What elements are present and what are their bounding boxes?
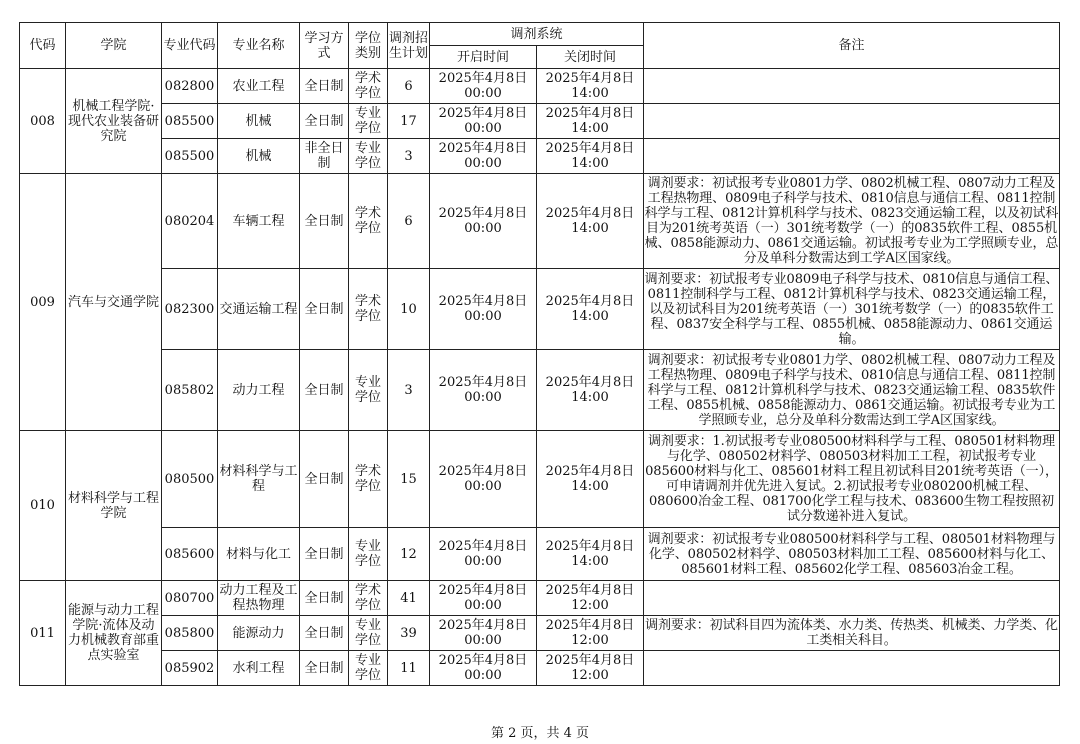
remark: 调剂要求：初试报考专业0801力学、0802机械工程、0807动力工程及工程热物理、0809电子科学与技术、0810信息与通信工程、0811控制科学与工程、0812计算机科学与技术、0823交通运输工程，以及初试科目为201统考英语（一）301统考数学（一）的0835软件工程、0855机械、0858能源动力、0861交通运输。初试报考专业为工学照顾专业，总分及单科分数需达到工学A区国家线。 (644, 174, 1060, 269)
close-time: 2025年4月8日 14:00 (537, 139, 644, 174)
plan-count: 39 (388, 616, 430, 651)
degree-type: 学术学位 (349, 269, 388, 350)
college-code: 008 (20, 69, 66, 174)
close-time: 2025年4月8日 12:00 (537, 616, 644, 651)
table-row (20, 431, 1060, 528)
major-code: 085500 (162, 139, 218, 174)
major-name: 水利工程 (218, 651, 300, 686)
remark (644, 139, 1060, 174)
remark (644, 581, 1060, 616)
study-mode: 全日制 (300, 104, 349, 139)
remark (644, 104, 1060, 139)
major-code: 080204 (162, 174, 218, 269)
close-time: 2025年4月8日 14:00 (537, 69, 644, 104)
remark: 调剂要求：初试科目四为流体类、水力类、传热类、机械类、力学类、化工类相关科目。 (644, 616, 1060, 651)
college-code: 009 (20, 174, 66, 431)
major-code: 085500 (162, 104, 218, 139)
major-name: 动力工程及工程热物理 (218, 581, 300, 616)
table-row (20, 651, 1060, 686)
major-name: 车辆工程 (218, 174, 300, 269)
close-time: 2025年4月8日 12:00 (537, 651, 644, 686)
table-row (20, 350, 1060, 431)
header-major-name: 专业名称 (218, 23, 300, 69)
major-name: 交通运输工程 (218, 269, 300, 350)
close-time: 2025年4月8日 14:00 (537, 104, 644, 139)
page-footer: 第 2 页，共 4 页 (490, 726, 590, 741)
header-system: 调剂系统 (430, 23, 644, 46)
study-mode: 全日制 (300, 174, 349, 269)
header-open-time: 开启时间 (430, 46, 537, 69)
degree-type: 专业学位 (349, 104, 388, 139)
header-college: 学院 (66, 23, 162, 69)
degree-type: 学术学位 (349, 69, 388, 104)
study-mode: 全日制 (300, 350, 349, 431)
table-row (20, 104, 1060, 139)
major-code: 085802 (162, 350, 218, 431)
close-time: 2025年4月8日 14:00 (537, 528, 644, 581)
table-row (20, 616, 1060, 651)
study-mode: 全日制 (300, 269, 349, 350)
open-time: 2025年4月8日 00:00 (430, 581, 537, 616)
plan-count: 12 (388, 528, 430, 581)
study-mode: 全日制 (300, 651, 349, 686)
open-time: 2025年4月8日 00:00 (430, 616, 537, 651)
degree-type: 专业学位 (349, 616, 388, 651)
table-row (20, 528, 1060, 581)
table-row (20, 139, 1060, 174)
college-code: 010 (20, 431, 66, 581)
degree-type: 学术学位 (349, 581, 388, 616)
header-close-time: 关闭时间 (537, 46, 644, 69)
college-name: 能源与动力工程学院·流体及动力机械教育部重点实验室 (66, 581, 162, 686)
major-name: 机械 (218, 139, 300, 174)
open-time: 2025年4月8日 00:00 (430, 528, 537, 581)
close-time: 2025年4月8日 12:00 (537, 581, 644, 616)
study-mode: 全日制 (300, 528, 349, 581)
table-row (20, 581, 1060, 616)
remark: 调剂要求：初试报考专业0809电子科学与技术、0810信息与通信工程、0811控制科学与工程、0812计算机科学与技术、0823交通运输工程，以及初试科目为201统考英语（一）301统考数学（一）的0835软件工程、0837安全科学与工程、0855机械、0858能源动力、0861交通运输。 (644, 269, 1060, 350)
major-name: 材料与化工 (218, 528, 300, 581)
major-name: 农业工程 (218, 69, 300, 104)
header-study-mode: 学习方式 (300, 23, 349, 69)
study-mode: 全日制 (300, 581, 349, 616)
major-code: 085600 (162, 528, 218, 581)
plan-count: 3 (388, 139, 430, 174)
open-time: 2025年4月8日 00:00 (430, 104, 537, 139)
college-name: 汽车与交通学院 (66, 174, 162, 431)
remark (644, 651, 1060, 686)
plan-count: 17 (388, 104, 430, 139)
open-time: 2025年4月8日 00:00 (430, 431, 537, 528)
study-mode: 全日制 (300, 69, 349, 104)
degree-type: 专业学位 (349, 528, 388, 581)
remark: 调剂要求：初试报考专业0801力学、0802机械工程、0807动力工程及工程热物理、0809电子科学与技术、0810信息与通信工程、0811控制科学与工程、0812计算机科学与技术、0823交通运输工程、0835软件工程、0855机械、0858能源动力、0861交通运输。初试报考专业为工学照顾专业，总分及单科分数需达到工学A区国家线。 (644, 350, 1060, 431)
plan-count: 10 (388, 269, 430, 350)
degree-type: 学术学位 (349, 431, 388, 528)
study-mode: 非全日制 (300, 139, 349, 174)
header-major-code: 专业代码 (162, 23, 218, 69)
open-time: 2025年4月8日 00:00 (430, 174, 537, 269)
open-time: 2025年4月8日 00:00 (430, 269, 537, 350)
plan-count: 3 (388, 350, 430, 431)
major-name: 能源动力 (218, 616, 300, 651)
table-row (20, 69, 1060, 104)
close-time: 2025年4月8日 14:00 (537, 431, 644, 528)
major-code: 085902 (162, 651, 218, 686)
open-time: 2025年4月8日 00:00 (430, 69, 537, 104)
study-mode: 全日制 (300, 616, 349, 651)
degree-type: 学术学位 (349, 174, 388, 269)
header-plan: 调剂招生计划 (388, 23, 430, 69)
major-code: 085800 (162, 616, 218, 651)
header-remark: 备注 (644, 23, 1060, 69)
table-row (20, 174, 1060, 269)
major-name: 材料科学与工程 (218, 431, 300, 528)
open-time: 2025年4月8日 00:00 (430, 651, 537, 686)
college-name: 机械工程学院·现代农业装备研究院 (66, 69, 162, 174)
plan-count: 15 (388, 431, 430, 528)
major-name: 动力工程 (218, 350, 300, 431)
table-row (20, 269, 1060, 350)
open-time: 2025年4月8日 00:00 (430, 139, 537, 174)
plan-count: 11 (388, 651, 430, 686)
close-time: 2025年4月8日 14:00 (537, 350, 644, 431)
degree-type: 专业学位 (349, 651, 388, 686)
major-name: 机械 (218, 104, 300, 139)
degree-type: 专业学位 (349, 139, 388, 174)
study-mode: 全日制 (300, 431, 349, 528)
header-code: 代码 (20, 23, 66, 69)
remark: 调剂要求：初试报考专业080500材料科学与工程、080501材料物理与化学、080502材料学、080503材料加工工程、085600材料与化工、085601材料工程、085602化学工程、085603冶金工程。 (644, 528, 1060, 581)
remark (644, 69, 1060, 104)
major-code: 082800 (162, 69, 218, 104)
remark: 调剂要求：1.初试报考专业080500材料科学与工程、080501材料物理与化学、080502材料学、080503材料加工工程，初试报考专业085600材料与化工、085601材料工程且初试科目201统考英语（一），可申请调剂并优先进入复试。2.初试报考专业080200机械工程、080600冶金工程、081700化学工程与技术、083600生物工程按照初试分数递补进入复试。 (644, 431, 1060, 528)
close-time: 2025年4月8日 14:00 (537, 269, 644, 350)
college-name: 材料科学与工程学院 (66, 431, 162, 581)
major-code: 080500 (162, 431, 218, 528)
plan-count: 6 (388, 69, 430, 104)
adjustment-table (19, 22, 1060, 686)
degree-type: 专业学位 (349, 350, 388, 431)
header-degree-type: 学位类别 (349, 23, 388, 69)
open-time: 2025年4月8日 00:00 (430, 350, 537, 431)
close-time: 2025年4月8日 14:00 (537, 174, 644, 269)
major-code: 082300 (162, 269, 218, 350)
major-code: 080700 (162, 581, 218, 616)
college-code: 011 (20, 581, 66, 686)
plan-count: 6 (388, 174, 430, 269)
plan-count: 41 (388, 581, 430, 616)
